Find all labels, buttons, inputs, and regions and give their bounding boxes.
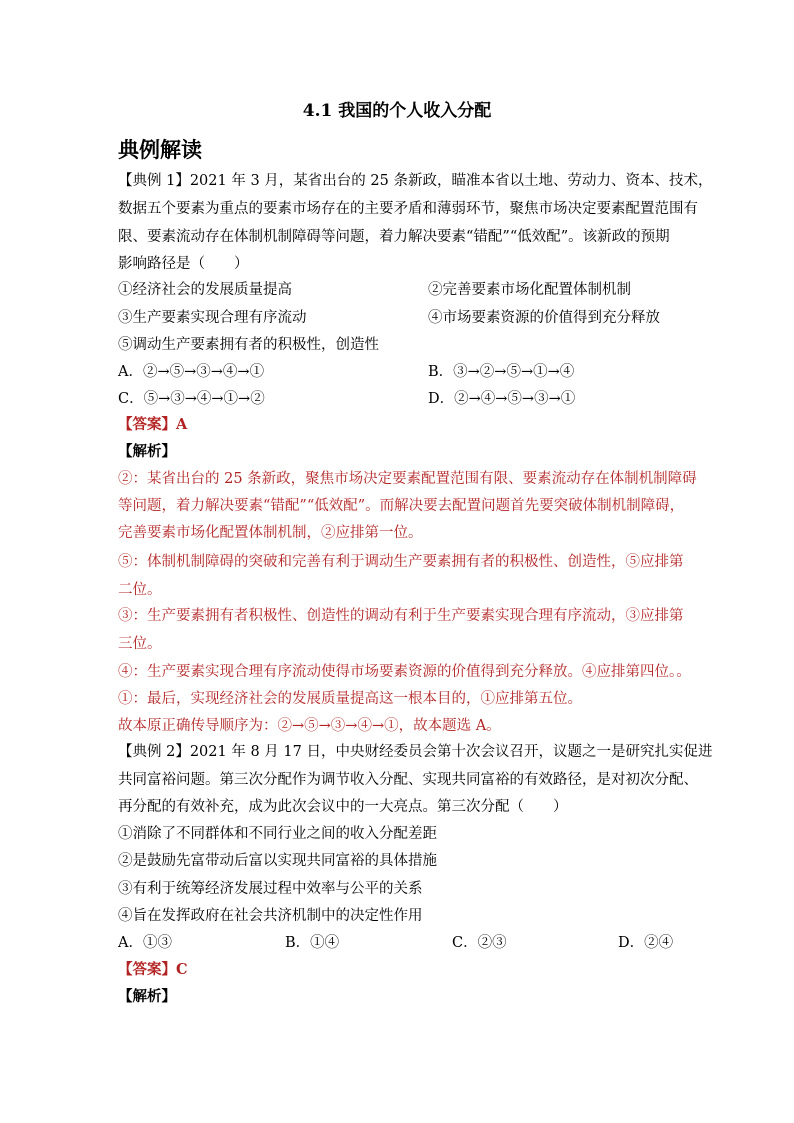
ex1-option-c: C．⑤→③→④→①→② bbox=[118, 391, 265, 407]
ex1-item: ④市场要素资源的价值得到充分释放 bbox=[428, 310, 660, 326]
ex1-answer: 【答案】A bbox=[118, 416, 188, 433]
ex1-analysis-label: 【解析】 bbox=[118, 443, 176, 460]
ex1-analysis-line: ①：最后，实现经济社会的发展质量提高这一根本目的，①应排第五位。 bbox=[118, 691, 582, 707]
ex1-item: ⑤调动生产要素拥有者的积极性，创造性 bbox=[118, 337, 379, 353]
section-heading: 典例解读 bbox=[118, 137, 202, 162]
ex2-stem-line: 再分配的有效补充，成为此次会议中的一大亮点。第三次分配（ ） bbox=[118, 799, 568, 815]
ex1-analysis-line: 三位。 bbox=[118, 636, 162, 652]
ex1-stem-line: 数据五个要素为重点的要素市场存在的主要矛盾和薄弱环节，聚焦市场决定要素配置范围有 bbox=[118, 201, 698, 217]
ex2-option-d: D．②④ bbox=[618, 935, 674, 951]
ex2-option-c: C．②③ bbox=[452, 935, 507, 951]
ex1-item: ②完善要素市场化配置体制机制 bbox=[428, 282, 631, 298]
ex2-item: ③有利于统筹经济发展过程中效率与公平的关系 bbox=[118, 881, 423, 897]
ex2-option-b: B．①④ bbox=[285, 935, 340, 951]
ex2-item: ①消除了不同群体和不同行业之间的收入分配差距 bbox=[118, 826, 437, 842]
ex1-analysis-line: ⑤：体制机制障碍的突破和完善有利于调动生产要素拥有者的积极性、创造性，⑤应排第 bbox=[118, 554, 684, 570]
ex1-stem-line: 影响路径是（ ） bbox=[118, 256, 249, 272]
page-title: 4.1 我国的个人收入分配 bbox=[302, 101, 492, 121]
ex1-stem-line: 限、要素流动存在体制机制障碍等问题，着力解决要素“错配”“低效配”。该新政的预期 bbox=[118, 229, 670, 245]
ex1-conclusion: 故本原正确传导顺序为：②→⑤→③→④→①，故本题选 A。 bbox=[118, 718, 501, 734]
ex2-answer: 【答案】C bbox=[118, 961, 188, 978]
ex1-analysis-line: ③：生产要素拥有者积极性、创造性的调动有利于生产要素实现合理有序流动，③应排第 bbox=[118, 608, 684, 624]
ex2-stem-line: 【典例 2】2021 年 8 月 17 日，中央财经委员会第十次会议召开，议题之一是研究扎实促进 bbox=[118, 744, 713, 760]
ex2-item: ②是鼓励先富带动后富以实现共同富裕的具体措施 bbox=[118, 853, 437, 869]
ex1-analysis-line: ②：某省出台的 25 条新政，聚焦市场决定要素配置范围有限、要素流动存在体制机制障碍 bbox=[118, 471, 697, 487]
ex1-analysis-line: 等问题，着力解决要素“错配”“低效配”。而解决要去配置问题首先要突破体制机制障碍， bbox=[118, 498, 685, 514]
ex2-analysis-label: 【解析】 bbox=[118, 988, 176, 1005]
ex2-stem-line: 共同富裕问题。第三次分配作为调节收入分配、实现共同富裕的有效路径，是对初次分配、 bbox=[118, 772, 698, 788]
ex1-analysis-line: 完善要素市场化配置体制机制，②应排第一位。 bbox=[118, 525, 423, 541]
ex1-analysis-line: 二位。 bbox=[118, 582, 162, 598]
ex1-stem-line: 【典例 1】2021 年 3 月，某省出台的 25 条新政，瞄准本省以土地、劳动力、资本、技术， bbox=[118, 173, 713, 189]
ex1-option-a: A．②→⑤→③→④→① bbox=[118, 364, 265, 380]
ex2-item: ④旨在发挥政府在社会共济机制中的决定性作用 bbox=[118, 908, 423, 924]
ex1-item: ③生产要素实现合理有序流动 bbox=[118, 310, 307, 326]
ex2-option-a: A．①③ bbox=[118, 935, 172, 951]
ex1-option-d: D．②→④→⑤→③→① bbox=[428, 391, 576, 407]
ex1-option-b: B．③→②→⑤→①→④ bbox=[428, 364, 575, 380]
ex1-analysis-line: ④：生产要素实现合理有序流动使得市场要素资源的价值得到充分释放。④应排第四位。。 bbox=[118, 664, 691, 680]
ex1-item: ①经济社会的发展质量提高 bbox=[118, 282, 292, 298]
